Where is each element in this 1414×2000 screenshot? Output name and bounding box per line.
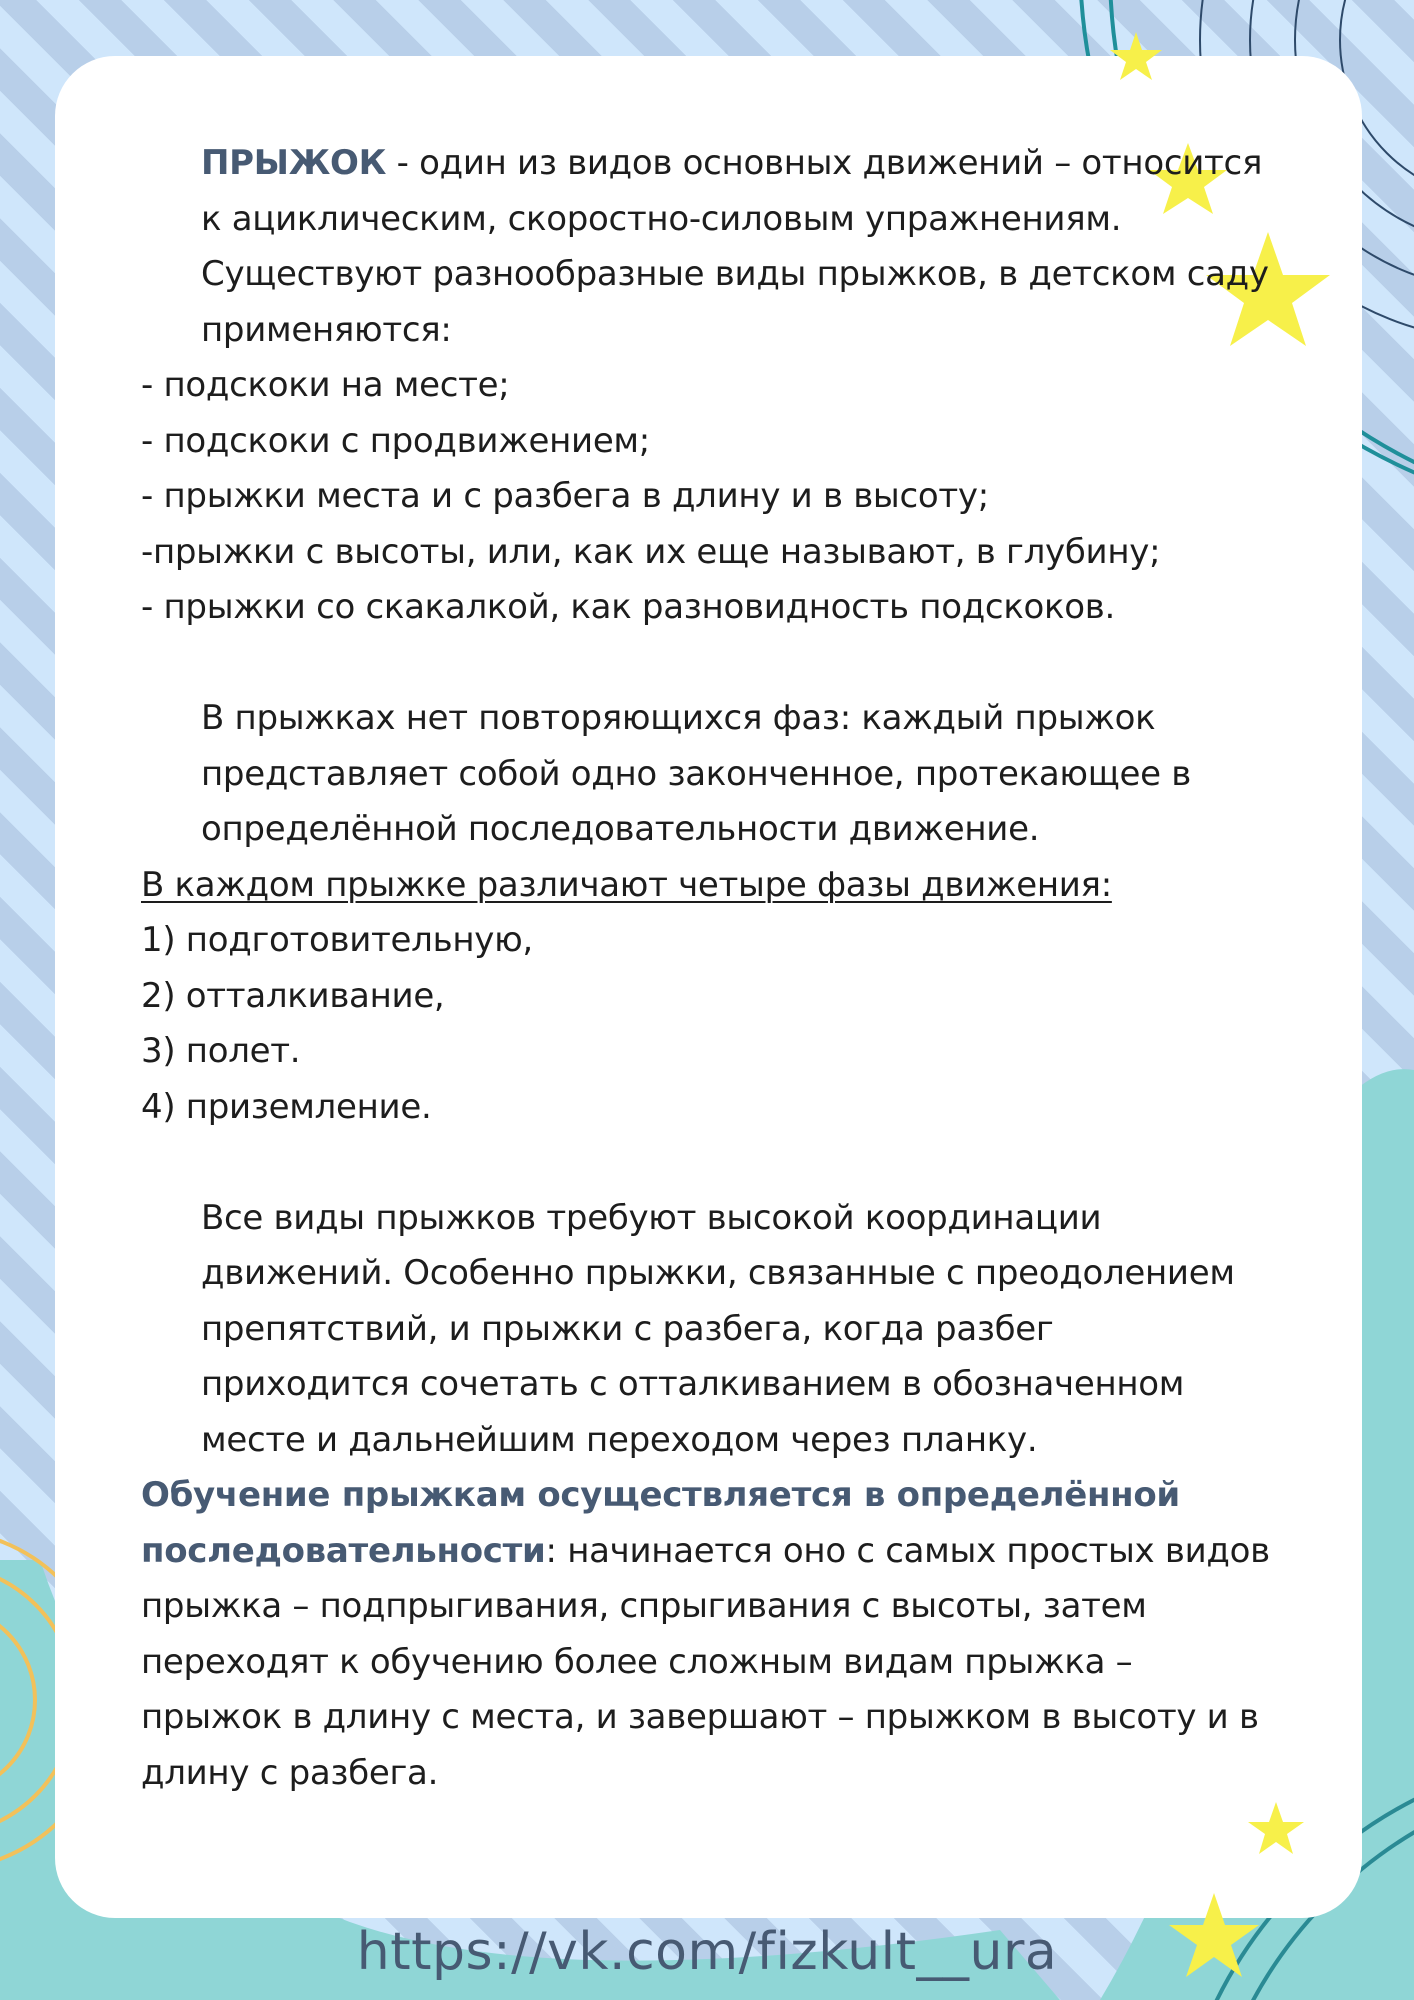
intro-term: ПРЫЖОК [201, 143, 387, 183]
phase-item: 1) подготовительную, [141, 920, 533, 960]
phase-item: 2) отталкивание, [141, 975, 445, 1016]
list-item: - прыжки места и с разбега в длину и в высоту; [141, 476, 989, 516]
star-icon [1110, 32, 1162, 80]
spacer [141, 1135, 1271, 1191]
phases-paragraph: В прыжках нет повторяющихся фаз: каждый прыжок представляет собой одно законченное, протекающее в определённой последовательности движение. [201, 698, 1191, 849]
intro-paragraph [141, 136, 1271, 247]
coordination-paragraph: Все виды прыжков требуют высокой координации движений. Особенно прыжки, связанные с преодолением препятствий, и прыжки с разбега, когда разбег приходится сочетать с отталкиванием в обозначенном месте и дальнейшим переходом через планку. [201, 1197, 1235, 1460]
list-item: - подскоки на месте; [141, 365, 510, 405]
phase-item: 3) полет. [141, 1031, 301, 1071]
phases-heading [141, 858, 1271, 914]
list-item: - прыжки со скакалкой, как разновидность подскоков. [141, 587, 1116, 627]
training-emphasis: Обучение прыжкам осуществляется в определённой последовательности [141, 1475, 1180, 1571]
training-rest: : начинается оно с самых простых видов прыжка – подпрыгивания, спрыгивания с высоты, затем переходят к обучению более сложным видам прыжка – прыжок в длину с места, и завершают – прыжком в высоту и в длину с разбега. [141, 1530, 1270, 1793]
spacer [141, 636, 1271, 692]
phases-heading-text: В каждом прыжке различают четыре фазы движения: [141, 864, 1112, 905]
list-item: - подскоки с продвижением; [141, 420, 650, 461]
article-body [141, 136, 1271, 1801]
intro-definition: - один из видов основных движений – относится к ациклическим, скоростно-силовым упражнениям. [201, 143, 1263, 239]
star-icon [1248, 1802, 1304, 1854]
phase-item: 4) приземление. [141, 1086, 432, 1127]
list-item: -прыжки с высоты, или, как их еще называют, в глубину; [141, 531, 1161, 572]
training-paragraph [141, 1468, 1271, 1801]
types-lead: Существуют разнообразные виды прыжков, в детском саду применяются: [201, 254, 1269, 350]
footer-link[interactable]: https://vk.com/fizkult__ura [356, 1922, 1058, 1982]
